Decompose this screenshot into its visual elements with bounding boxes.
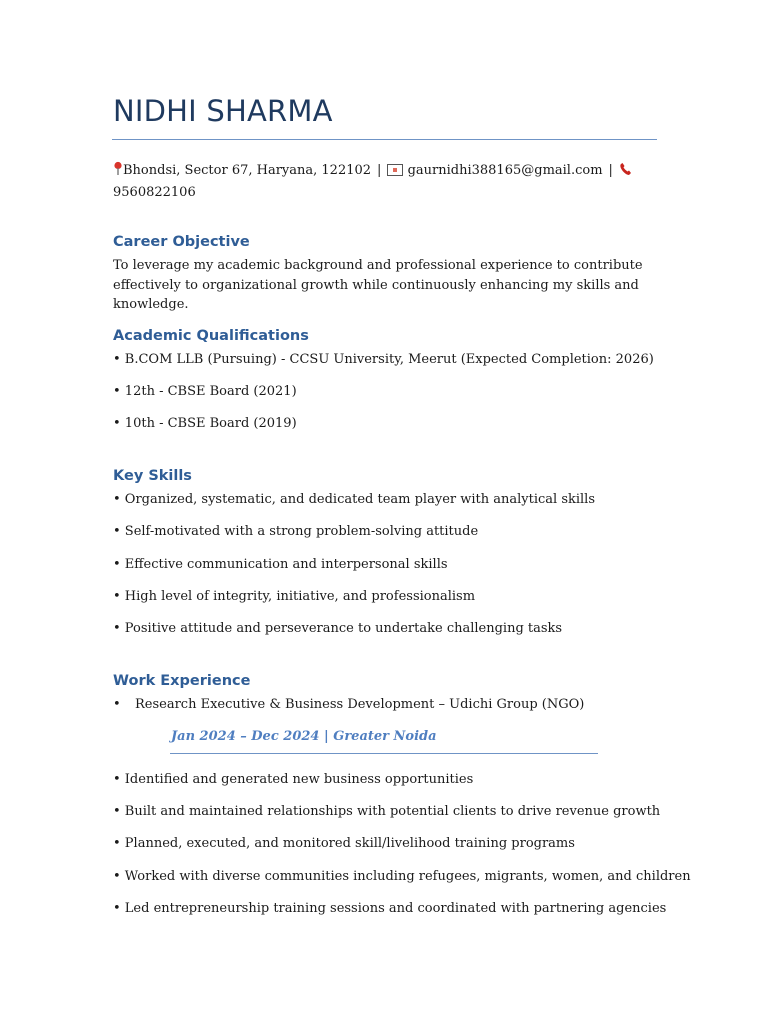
job-dates: Jan 2024 – Dec 2024 | Greater Noida xyxy=(171,729,437,744)
list-item: • Worked with diverse communities including refugees, migrants, women, and children xyxy=(113,869,691,884)
academic-heading: Academic Qualifications xyxy=(113,328,309,344)
job-divider xyxy=(170,753,598,754)
contact-phone[interactable]: 9560822106 xyxy=(113,185,196,200)
list-item: • 12th - CBSE Board (2021) xyxy=(113,384,297,399)
list-item: • Led entrepreneurship training sessions and coordinated with partnering agencies xyxy=(113,901,667,916)
job-bullet: • xyxy=(113,697,121,712)
contact-separator: | xyxy=(377,163,382,178)
contact-email[interactable]: gaurnidhi388165@gmail.com xyxy=(407,163,603,178)
list-item: • Organized, systematic, and dedicated team player with analytical skills xyxy=(113,492,596,507)
career-objective-text: To leverage my academic background and professional experience to contribute effectively to organizational growth while continuously enhancing my skills and knowledge. xyxy=(113,258,643,312)
list-item: • Built and maintained relationships with potential clients to drive revenue growth xyxy=(113,804,661,819)
list-item: • Identified and generated new business opportunities xyxy=(113,772,474,787)
job-title xyxy=(113,696,584,714)
contact-line xyxy=(113,161,658,203)
list-item: • Positive attitude and perseverance to undertake challenging tasks xyxy=(113,621,563,636)
list-item: • Planned, executed, and monitored skill/livelihood training programs xyxy=(113,836,575,851)
list-item: • B.COM LLB (Pursuing) - CCSU University, Meerut (Expected Completion: 2026) xyxy=(113,352,654,367)
list-item: • High level of integrity, initiative, and professionalism xyxy=(113,589,476,604)
skills-heading: Key Skills xyxy=(113,468,192,484)
phone-icon xyxy=(619,162,634,183)
contact-separator: | xyxy=(608,163,613,178)
experience-heading: Work Experience xyxy=(113,673,251,689)
location-pin-icon xyxy=(113,161,123,183)
list-item: • Self-motivated with a strong problem-solving attitude xyxy=(113,524,479,539)
resume-name: NIDHI SHARMA xyxy=(113,94,333,128)
job-title-text: Research Executive & Business Development – Udichi Group (NGO) xyxy=(135,697,585,712)
list-item: • Effective communication and interpersonal skills xyxy=(113,557,448,572)
list-item: • 10th - CBSE Board (2019) xyxy=(113,416,297,431)
career-objective-heading: Career Objective xyxy=(113,234,250,250)
name-divider xyxy=(112,139,657,140)
contact-address: Bhondsi, Sector 67, Haryana, 122102 xyxy=(123,163,372,178)
email-icon xyxy=(387,163,403,183)
